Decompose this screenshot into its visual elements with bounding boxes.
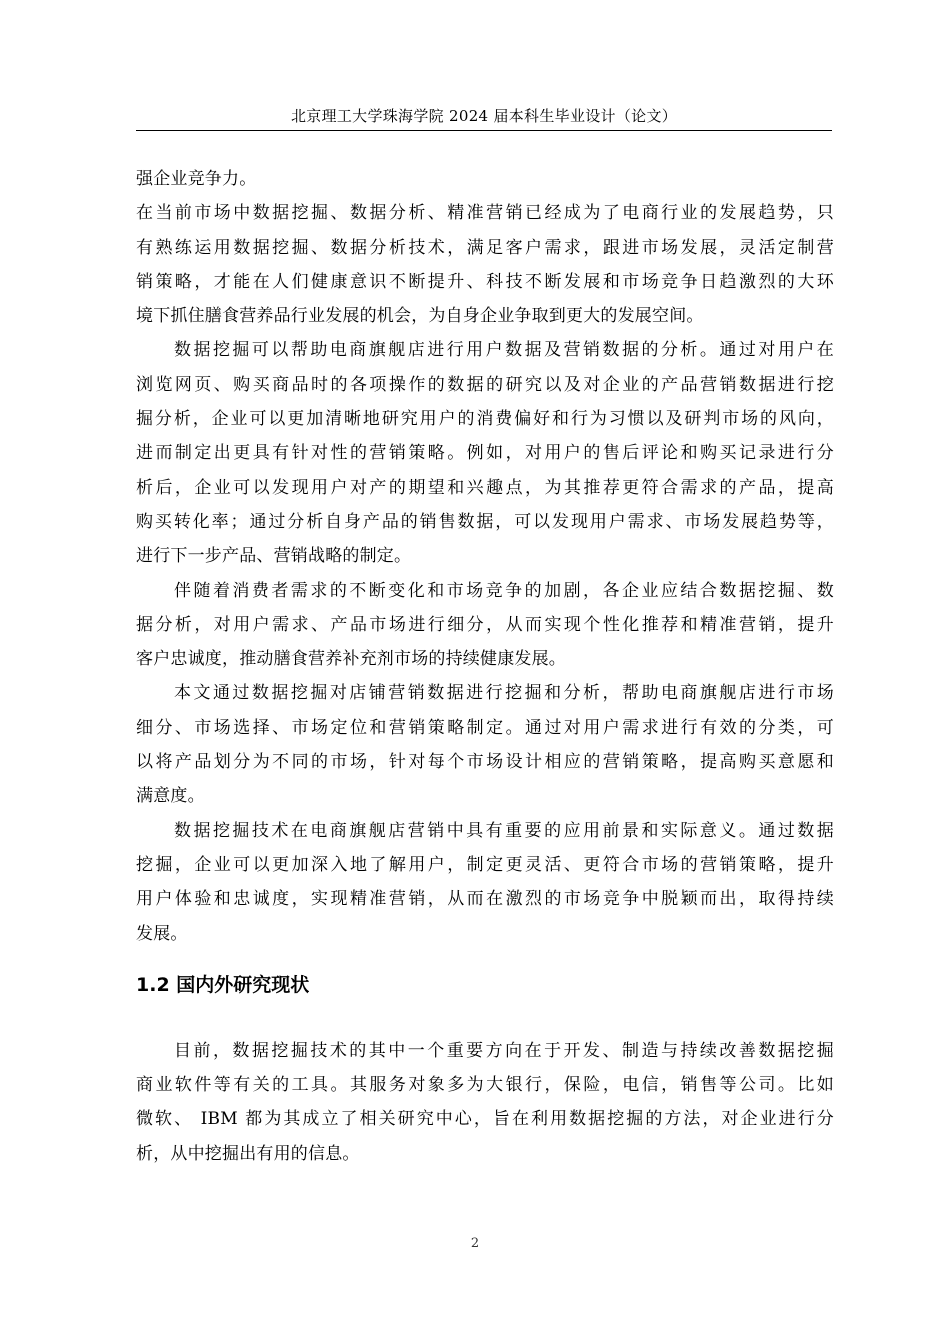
text-line: 据分析，对用户需求、产品市场进行细分，从而实现个性化推荐和精准营销，提升 (136, 614, 834, 635)
text-line: 本文通过数据挖掘对店铺营销数据进行挖掘和分析，帮助电商旗舰店进行市场 (174, 683, 834, 704)
page-number: 2 (470, 1236, 480, 1251)
section-heading: 1.2 国内外研究现状 (136, 973, 310, 996)
text-line: 目前，数据挖掘技术的其中一个重要方向在于开发、制造与持续改善数据挖掘 (174, 1040, 834, 1061)
running-header: 北京理工大学珠海学院 2024 届本科生毕业设计（论文） (290, 107, 678, 125)
text-line: 挖掘，企业可以更加深入地了解用户，制定更灵活、更符合市场的营销策略，提升 (136, 854, 834, 875)
text-line: 境下抓住膳食营养品行业发展的机会，为自身企业争取到更大的发展空间。 (136, 306, 704, 327)
paragraph-significance (136, 814, 834, 951)
text-line: 销策略，才能在人们健康意识不断提升、科技不断发展和市场竞争日趋激烈的大环 (136, 271, 834, 292)
text-line: 数据挖掘可以帮助电商旗舰店进行用户数据及营销数据的分析。通过对用户在 (174, 340, 834, 361)
text-line: 以将产品划分为不同的市场，针对每个市场设计相应的营销策略，提高购买意愿和 (136, 752, 834, 773)
paragraph-paper-purpose (136, 676, 834, 813)
text-line: 微软、 IBM 都为其成立了相关研究中心，旨在利用数据挖掘的方法，对企业进行分 (136, 1109, 834, 1130)
text-line: 掘分析，企业可以更加清晰地研究用户的消费偏好和行为习惯以及研判市场的风向， (136, 409, 834, 430)
paragraph-continuation (136, 162, 834, 196)
text-line: 发展。 (136, 923, 188, 944)
text-line: 伴随着消费者需求的不断变化和市场竞争的加剧，各企业应结合数据挖掘、数 (174, 580, 834, 601)
paragraph-data-mining-analysis (136, 333, 834, 573)
text-line: 析，从中挖掘出有用的信息。 (136, 1143, 360, 1164)
document-body (136, 162, 834, 1171)
paragraph-research-status (136, 1034, 834, 1171)
text-line: 进行下一步产品、营销战略的制定。 (136, 546, 412, 567)
text-line: 数据挖掘技术在电商旗舰店营销中具有重要的应用前景和实际意义。通过数据 (174, 820, 834, 841)
text-line: 进而制定出更具有针对性的营销策略。例如，对用户的售后评论和购买记录进行分 (136, 443, 834, 464)
paragraph-consumer-demand (136, 574, 834, 677)
text-line: 购买转化率；通过分析自身产品的销售数据，可以发现用户需求、市场发展趋势等， (136, 511, 834, 532)
text-line: 细分、市场选择、市场定位和营销策略制定。通过对用户需求进行有效的分类，可 (136, 717, 834, 738)
text-line: 满意度。 (136, 786, 205, 807)
header-divider (136, 130, 832, 131)
text-line: 强企业竞争力。 (136, 169, 257, 189)
text-line: 用户体验和忠诚度，实现精准营销，从而在激烈的市场竞争中脱颖而出，取得持续 (136, 889, 834, 910)
paragraph-trend (136, 196, 834, 333)
text-line: 客户忠诚度，推动膳食营养补充剂市场的持续健康发展。 (136, 649, 566, 670)
text-line: 析后，企业可以发现用户对产的期望和兴趣点，为其推荐更符合需求的产品，提高 (136, 477, 834, 498)
text-line: 商业软件等有关的工具。其服务对象多为大银行，保险，电信，销售等公司。比如 (136, 1075, 834, 1096)
text-line: 浏览网页、购买商品时的各项操作的数据的研究以及对企业的产品营销数据进行挖 (136, 374, 834, 395)
text-line: 在当前市场中数据挖掘、数据分析、精准营销已经成为了电商行业的发展趋势，只 (136, 203, 834, 224)
text-line: 有熟练运用数据挖掘、数据分析技术，满足客户需求，跟进市场发展，灵活定制营 (136, 237, 834, 258)
